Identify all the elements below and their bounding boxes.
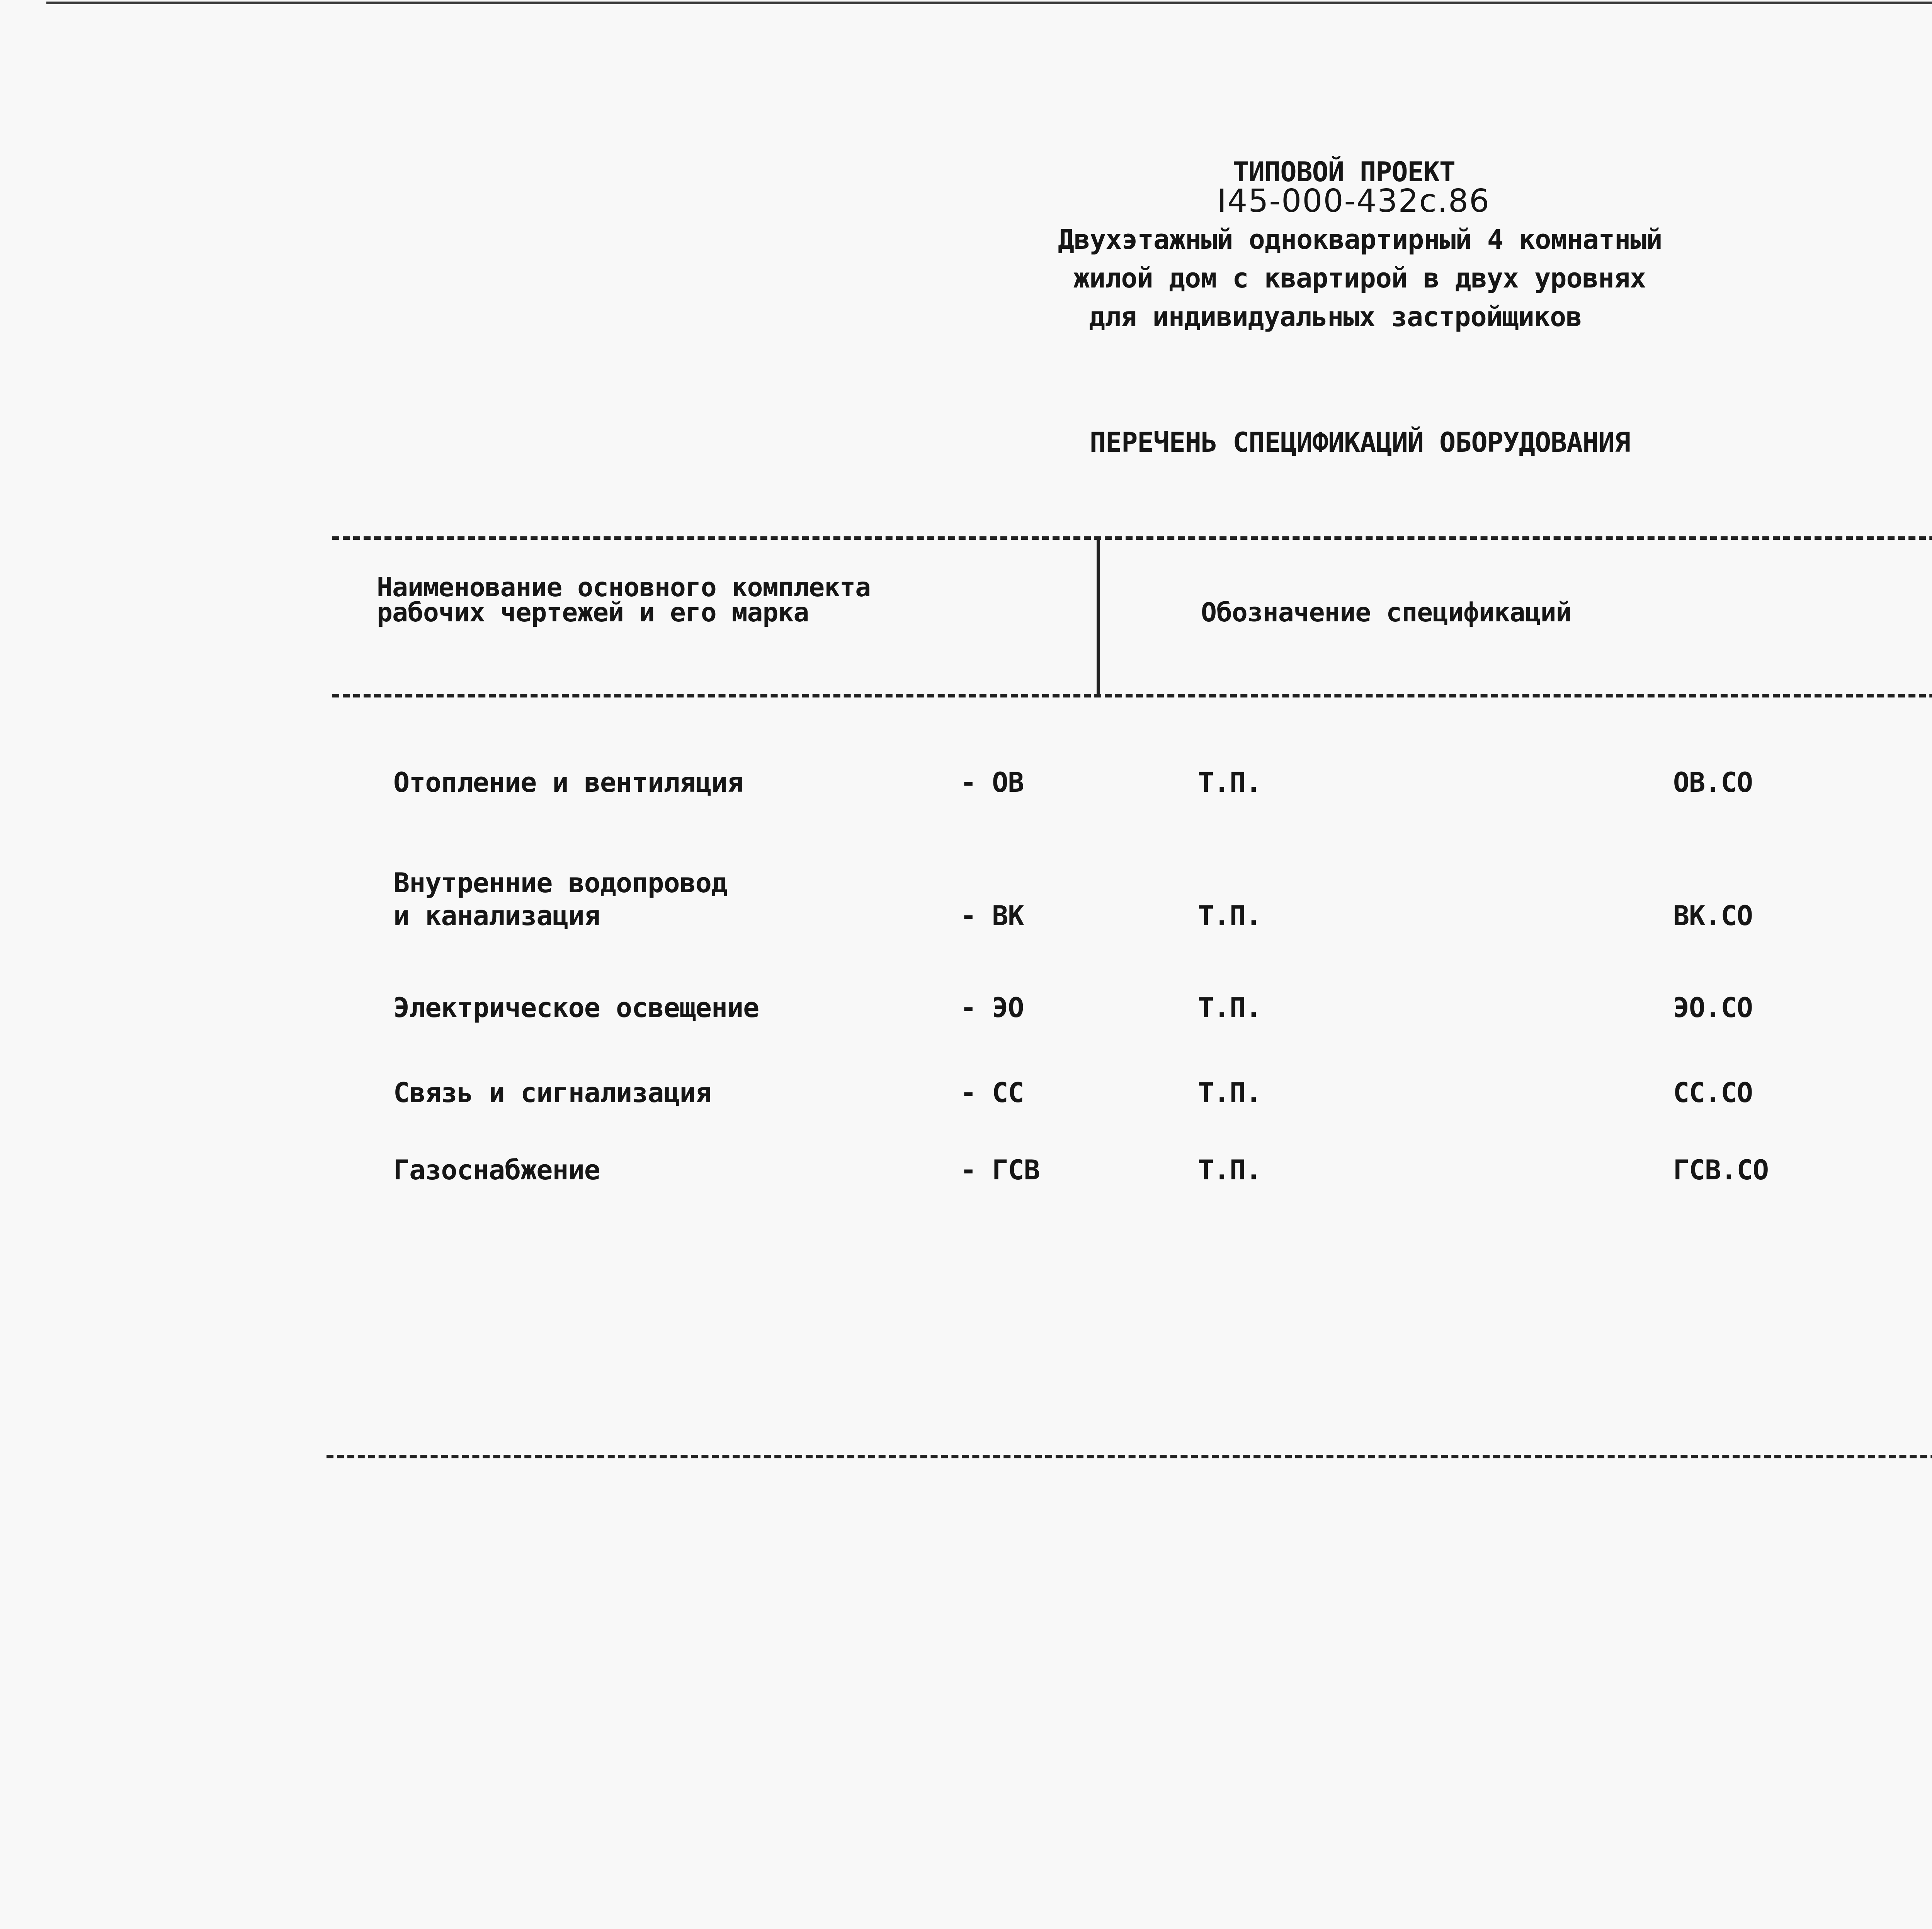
row-communication-code: СС.СО — [1673, 1077, 1753, 1109]
project-label: ТИПОВОЙ ПРОЕКТ — [1233, 156, 1456, 188]
row-heating-code: ОВ.СО — [1673, 767, 1753, 798]
row-gas-name: Газоснабжение — [393, 1154, 600, 1186]
row-lighting-code: ЭО.СО — [1673, 992, 1753, 1024]
project-description-line2: жилой дом с квартирой в двух уровнях — [1073, 262, 1646, 294]
row-communication-name: Связь и сигнализация — [393, 1077, 711, 1109]
row-gas-prefix: Т.П. — [1198, 1154, 1262, 1186]
row-water-code: ВК.СО — [1673, 900, 1753, 932]
project-code: I45-000-432с.86 — [1217, 183, 1490, 219]
row-water-name-line2: и канализация — [393, 900, 600, 932]
column-header-name-line2: рабочих чертежей и его марка — [377, 597, 809, 628]
row-communication-mark: - СС — [960, 1077, 1024, 1109]
row-water-prefix: Т.П. — [1198, 900, 1262, 932]
row-heating-prefix: Т.П. — [1198, 767, 1262, 798]
project-description-line3: для индивидуальных застройщиков — [1089, 301, 1582, 333]
row-lighting-name: Электрическое освещение — [393, 992, 759, 1024]
row-lighting-mark: - ЭО — [960, 992, 1024, 1024]
row-water-mark: - ВК — [960, 900, 1024, 932]
column-header-designation: Обозначение спецификаций — [1201, 597, 1571, 628]
list-title: ПЕРЕЧЕНЬ СПЕЦИФИКАЦИЙ ОБОРУДОВАНИЯ — [1090, 427, 1630, 458]
column-divider-1 — [1097, 538, 1100, 696]
sheet-border-top — [46, 2, 1932, 4]
row-heating-name: Отопление и вентиляция — [393, 767, 743, 798]
project-description-line1: Двухэтажный одноквартирный 4 комнатный — [1058, 224, 1662, 255]
row-water-name-line1: Внутренние водопровод — [393, 867, 728, 899]
table-bottom-rule — [327, 1455, 1932, 1458]
row-gas-code: ГСВ.СО — [1673, 1154, 1769, 1186]
row-gas-mark: - ГСВ — [960, 1154, 1040, 1186]
row-heating-mark: - ОВ — [960, 767, 1024, 798]
column-header-name-line1: Наименование основного комплекта — [377, 572, 871, 603]
row-communication-prefix: Т.П. — [1198, 1077, 1262, 1109]
row-lighting-prefix: Т.П. — [1198, 992, 1262, 1024]
table-header-rule — [332, 694, 1932, 697]
table-top-rule — [332, 536, 1932, 540]
